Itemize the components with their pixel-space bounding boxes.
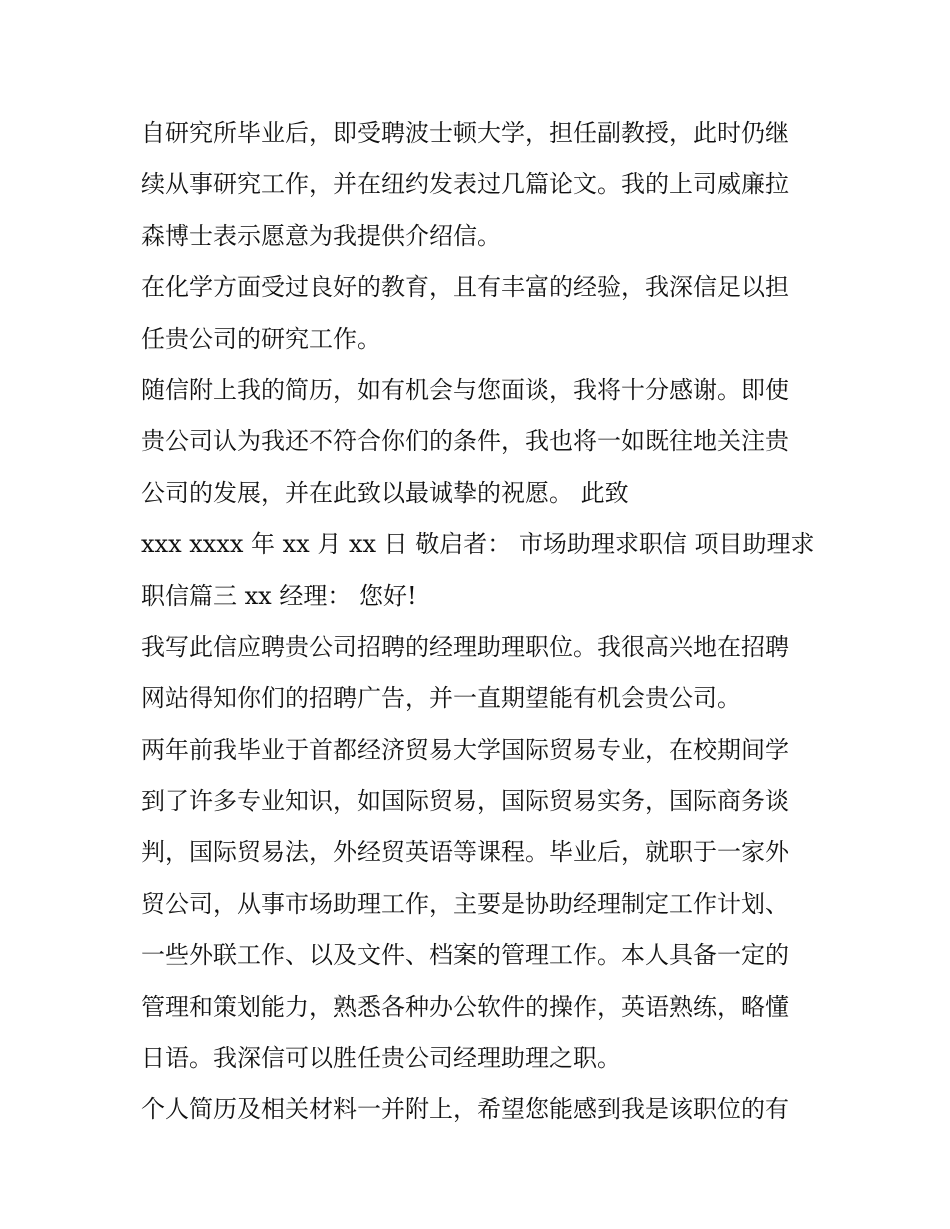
- letter-body: [141, 108, 821, 1136]
- text-line: 职信篇三 xx 经理： 您好!: [141, 581, 417, 610]
- text-line: 判，国际贸易法，外经贸英语等课程。毕业后，就职于一家外: [141, 838, 789, 867]
- text-line: 续从事研究工作，并在纽约发表过几篇论文。我的上司威廉拉: [141, 170, 789, 199]
- text-line: 贸公司，从事市场助理工作，主要是协助经理制定工作计划、: [141, 889, 789, 918]
- text-line: 两年前我毕业于首都经济贸易大学国际贸易专业，在校期间学: [141, 735, 789, 764]
- text-line: 一些外联工作、以及文件、档案的管理工作。本人具备一定的: [141, 941, 789, 970]
- text-line: 自研究所毕业后，即受聘波士顿大学，担任副教授，此时仍继: [141, 119, 789, 147]
- text-line: 管理和策划能力，熟悉各种办公软件的操作，英语熟练，略懂: [141, 992, 789, 1021]
- text-line: 我写此信应聘贵公司招聘的经理助理职位。我很高兴地在招聘: [141, 632, 789, 661]
- text-line: xxx xxxx 年 xx 月 xx 日 敬启者： 市场助理求职信 项目助理求: [141, 530, 815, 559]
- text-line: 到了许多专业知识，如国际贸易，国际贸易实务，国际商务谈: [141, 787, 789, 816]
- text-line: 公司的发展，并在此致以最诚挚的祝愿。 此致: [141, 478, 629, 507]
- text-line: 森博士表示愿意为我提供介绍信。: [141, 221, 501, 250]
- text-line: 随信附上我的简历，如有机会与您面谈，我将十分感谢。即使: [141, 375, 789, 404]
- text-line: 个人简历及相关材料一并附上，希望您能感到我是该职位的有: [141, 1095, 789, 1124]
- text-line: 贵公司认为我还不符合你们的条件，我也将一如既往地关注贵: [141, 427, 789, 456]
- text-line: 网站得知你们的招聘广告，并一直期望能有机会贵公司。: [141, 684, 741, 713]
- text-line: 在化学方面受过良好的教育，且有丰富的经验，我深信足以担: [141, 273, 789, 302]
- text-line: 日语。我深信可以胜任贵公司经理助理之职。: [141, 1044, 621, 1073]
- text-line: 任贵公司的研究工作。: [141, 324, 381, 353]
